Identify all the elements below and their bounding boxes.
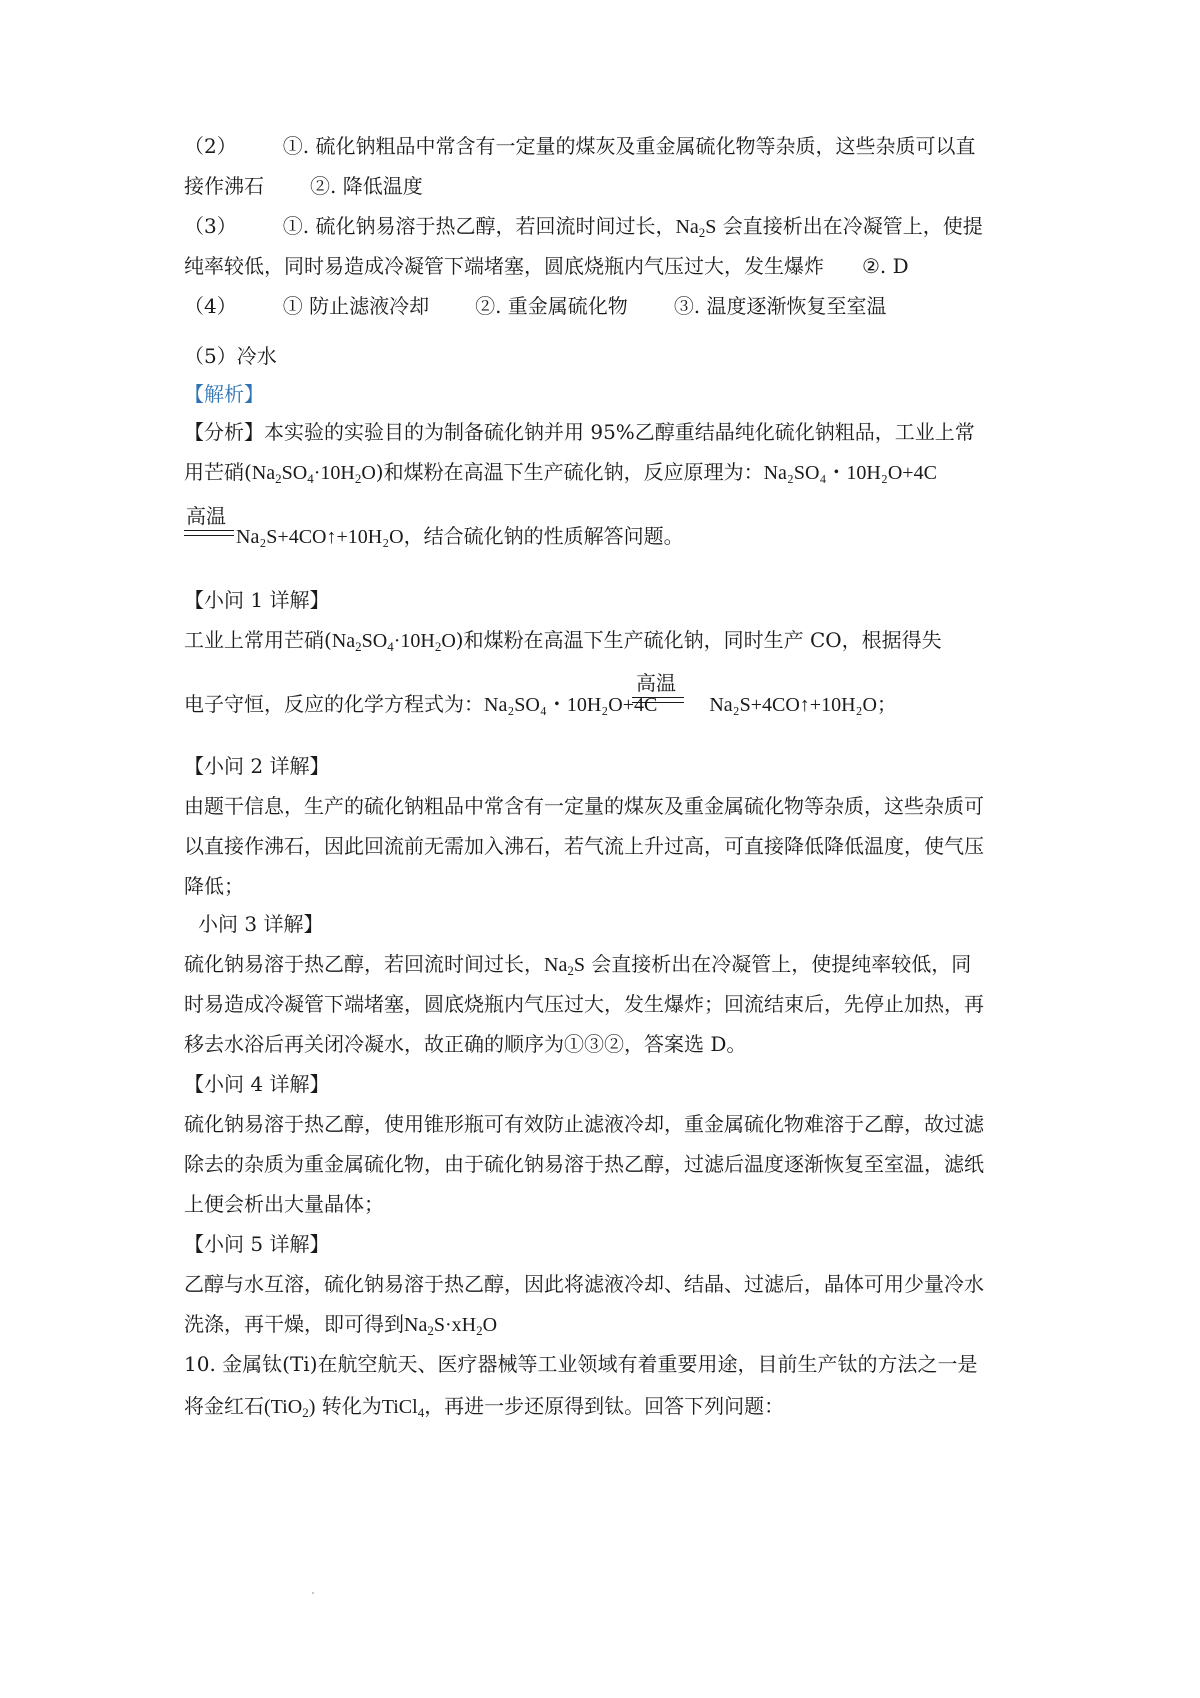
answer-4-number: （4）	[184, 294, 237, 318]
analysis-equals-sign	[184, 530, 234, 536]
analysis-line-2-pre: 用芒硝(	[184, 460, 252, 484]
q10-line-2	[184, 1392, 784, 1421]
answer-5-line	[184, 342, 277, 370]
q2-line-2: 以直接作沸石，因此回流前无需加入沸石，若气流上升过高，可直接降低降低温度，使气压	[184, 834, 984, 858]
q1-equation-rhs: Na₂S+4CO↑+10H₂O；	[709, 694, 897, 716]
answer-4-part-1: ① 防止滤液冷却	[282, 294, 430, 318]
answer-3-part-2: ②. D	[862, 254, 909, 278]
q5-heading: 【小问 5 详解】	[184, 1232, 330, 1256]
answer-3-part-1-cont: 纯率较低，同时易造成冷凝管下端堵塞，圆底烧瓶内气压过大，发生爆炸	[184, 254, 824, 278]
answer-3-line-1	[184, 212, 983, 241]
formula-ticl4: TiCl$_4$	[381, 1396, 425, 1420]
q3-line-1-pre: 硫化钠易溶于热乙醇，若回流时间过长，	[184, 952, 544, 976]
q2-line-3: 降低；	[184, 874, 244, 898]
formula-na2s: $Na_2S$	[675, 216, 717, 240]
answer-3-line-2	[184, 252, 909, 280]
analysis-line-3-post: ，结合硫化钠的性质解答问题。	[403, 524, 684, 548]
jiexi-label: 【解析】	[184, 382, 264, 406]
q4-line-1: 硫化钠易溶于热乙醇，使用锥形瓶可有效防止滤液冷却，重金属硫化物难溶于乙醇，故过滤	[184, 1112, 984, 1136]
answer-2-part-2: ②. 降低温度	[310, 174, 423, 198]
analysis-equation-lhs: Na₂SO₄・10H₂O+4C	[763, 462, 937, 484]
q10-line-2-mid: 转化为	[321, 1394, 382, 1418]
q10-line-2-post: ，再进一步还原得到钛。回答下列问题：	[424, 1394, 785, 1418]
answer-3-number: （3）	[184, 214, 237, 238]
analysis-condition: 高温	[186, 504, 226, 528]
analysis-line-2-mid: )和煤粉在高温下生产硫化钠，反应原理为：	[375, 460, 764, 484]
q1-line-1	[184, 626, 942, 655]
q2-heading: 【小问 2 详解】	[184, 754, 330, 778]
q1-line-2	[184, 690, 897, 719]
analysis-line-2	[184, 458, 937, 487]
q4-line-2: 除去的杂质为重金属硫化物，由于硫化钠易溶于热乙醇，过滤后温度逐渐恢复至室温，滤纸	[184, 1152, 984, 1176]
answer-2-part-1: ①. 硫化钠粗品中常含有一定量的煤灰及重金属硫化物等杂质，这些杂质可以直	[282, 134, 976, 158]
q5-line-1: 乙醇与水互溶，硫化钠易溶于热乙醇，因此将滤液冷却、结晶、过滤后，晶体可用少量冷水	[184, 1272, 984, 1296]
answer-3-part-1: ①. 硫化钠易溶于热乙醇，若回流时间过长，	[282, 214, 676, 238]
answer-2-line-1	[184, 132, 975, 160]
formula-mirabilite: $Na_2SO_4\cdot 10H_2O$	[251, 462, 376, 486]
formula-mirabilite-2: $Na_2SO_4\cdot 10H_2O$	[331, 630, 456, 654]
q3-line-2: 时易造成冷凝管下端堵塞，圆底烧瓶内气压过大，发生爆炸；回流结束后，先停止加热，再	[184, 992, 984, 1016]
answer-3-part-1-tail: 会直接析出在冷凝管上，使提	[722, 214, 983, 238]
q1-condition: 高温	[636, 671, 676, 695]
q3-heading: 小问 3 详解】	[198, 912, 324, 936]
q3-line-1-post: 会直接析出在冷凝管上，使提纯率较低，同	[591, 952, 972, 976]
q1-line-1-post: )和煤粉在高温下生产硫化钠，同时生产 CO，根据得失	[455, 628, 942, 652]
answer-2-line-2	[184, 172, 423, 200]
answer-4-part-3: ③. 温度逐渐恢复至室温	[673, 294, 887, 318]
formula-tio2: (TiO$_2$)	[264, 1396, 316, 1420]
q4-line-3: 上便会析出大量晶体；	[184, 1192, 384, 1216]
analysis-line-3	[236, 522, 684, 551]
q4-heading: 【小问 4 详解】	[184, 1072, 330, 1096]
analysis-equation-rhs: Na₂S+4CO↑+10H₂O	[236, 526, 404, 548]
answer-4-line	[184, 292, 887, 320]
answer-2-part-1-cont: 接作沸石	[184, 174, 264, 198]
q1-equation-lhs: Na₂SO₄・10H₂O+4C	[484, 694, 658, 716]
q5-line-2-pre: 洗涤，再干燥，即可得到	[184, 1312, 404, 1336]
q10-line-2-pre: 将金红石	[184, 1394, 264, 1418]
analysis-line-1: 【分析】本实验的实验目的为制备硫化钠并用 95%乙醇重结晶纯化硫化钠粗品，工业上常	[184, 420, 975, 444]
q5-line-2	[184, 1310, 497, 1339]
q1-line-2-pre: 电子守恒，反应的化学方程式为：	[184, 692, 484, 716]
q3-line-1	[184, 950, 971, 979]
q10-line-1: 10. 金属钛(Ti)在航空航天、医疗器械等工业领域有着重要用途，目前生产钛的方法之一是	[184, 1352, 978, 1376]
q3-line-3: 移去水浴后再关闭冷凝水，故正确的顺序为①③②，答案选 D。	[184, 1032, 747, 1056]
answer-5: （5）冷水	[184, 344, 277, 368]
answer-2-number: （2）	[184, 134, 237, 158]
q2-line-1: 由题干信息，生产的硫化钠粗品中常含有一定量的煤灰及重金属硫化物等杂质，这些杂质可	[184, 794, 984, 818]
formula-na2s-2: $Na_2S$	[544, 954, 585, 978]
q1-heading: 【小问 1 详解】	[184, 588, 330, 612]
answer-4-part-2: ②. 重金属硫化物	[475, 294, 628, 318]
page-speck	[312, 1592, 314, 1594]
q1-line-1-pre: 工业上常用芒硝(	[184, 628, 332, 652]
formula-na2s-hydrate: $Na_2S\cdot xH_2O$	[404, 1314, 498, 1338]
